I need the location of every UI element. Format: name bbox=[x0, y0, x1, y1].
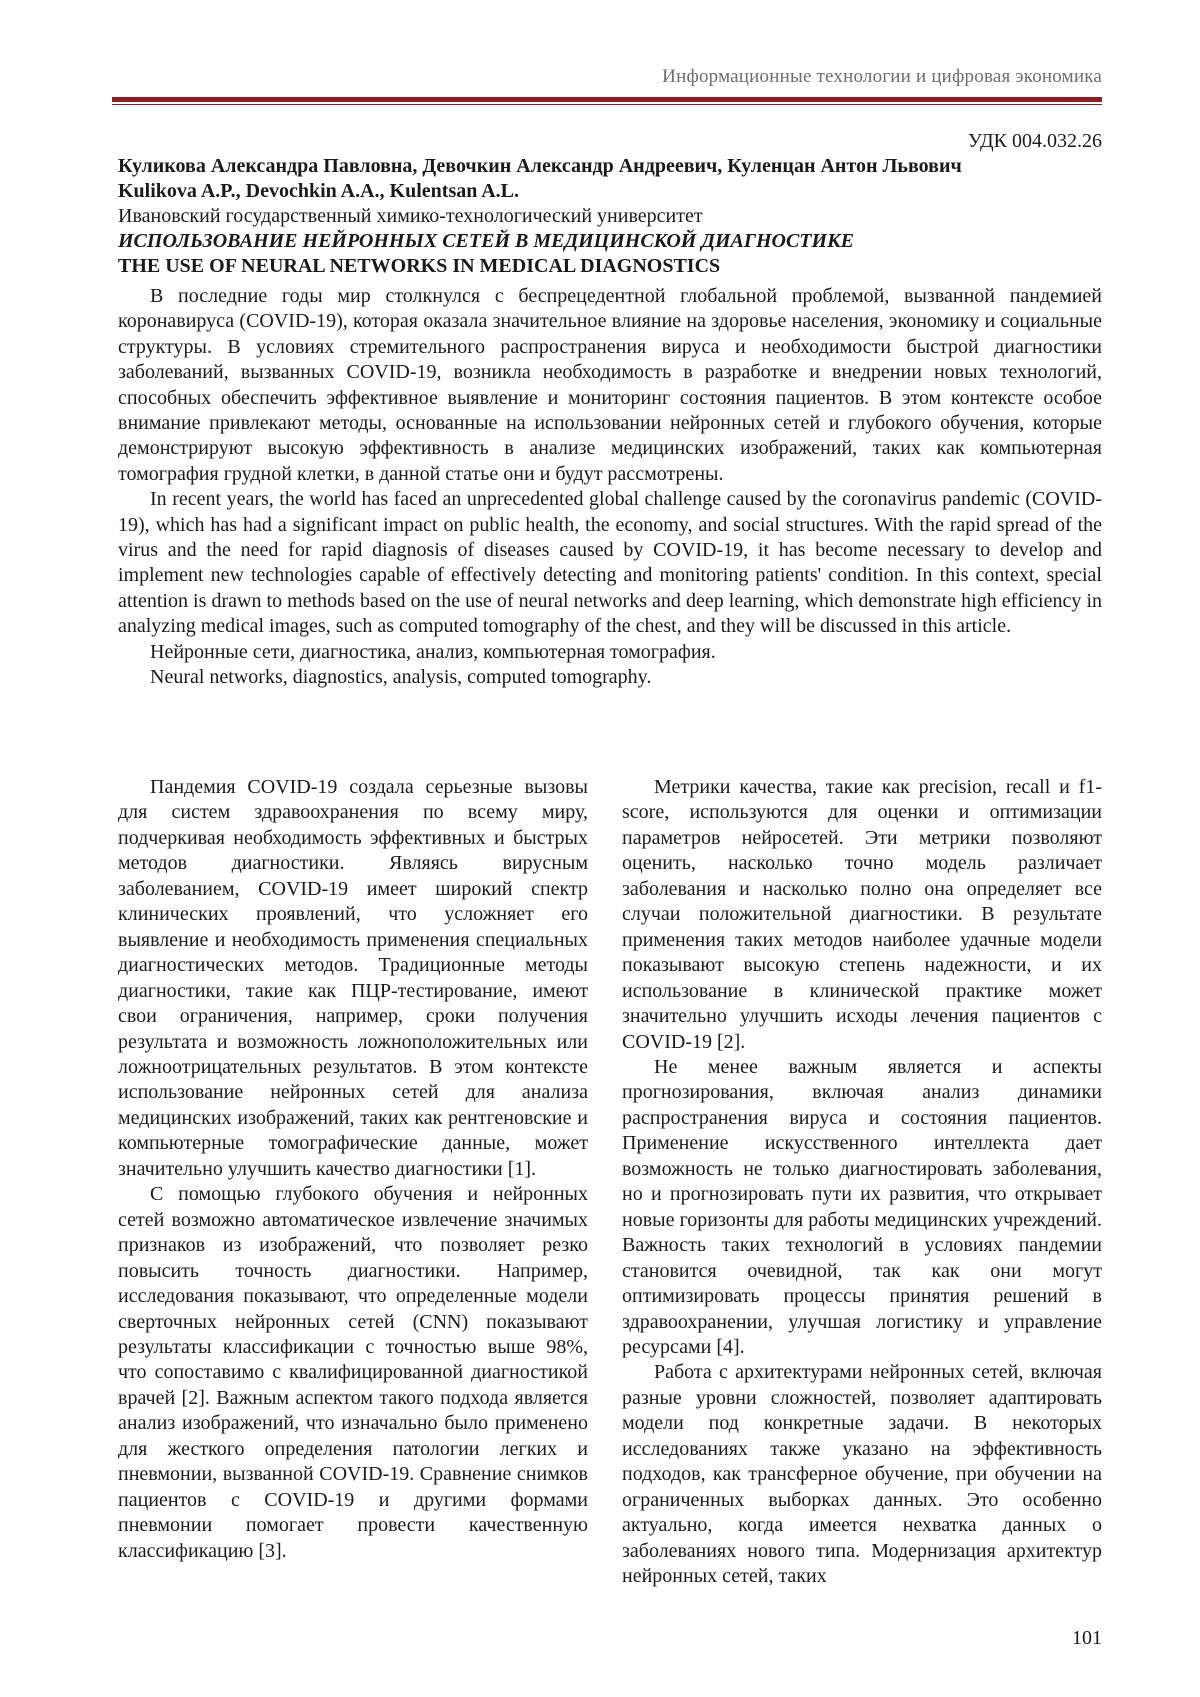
body-paragraph: Работа с архитектурами нейронных сетей, включая разные уровни сложностей, позволяет адаптировать модели под конкретные задачи. В некоторых исследованиях также указано на эффективность подходов, как трансферное обучение, при обучении на ограниченных выборках данных. Это особенно актуально, когда имеется нехватка данных о заболеваниях нового типа. Модернизация архитектур нейронных сетей, таких bbox=[622, 1361, 1102, 1588]
abstract-block bbox=[118, 284, 1102, 691]
body-column-right bbox=[622, 775, 1102, 1590]
keywords-english: Neural networks, diagnostics, analysis, computed tomography. bbox=[150, 666, 652, 689]
article-header bbox=[118, 129, 1102, 279]
body-column-left bbox=[118, 775, 588, 1564]
running-head: Информационные технологии и цифровая экономика bbox=[662, 66, 1102, 87]
abstract-russian: В последние годы мир столкнулся с беспрецедентной глобальной проблемой, вызванной пандемией коронавируса (COVID-19), которая оказала значительное влияние на здоровье населения, экономику и социальные структуры. В условиях стремительного распространения вируса и необходимости быстрой диагностики заболеваний, вызванных COVID-19, возникла необходимость в разработке и внедрении новых технологий, способных обеспечить эффективное выявление и мониторинг состояния пациентов. В этом контексте особое внимание привлекают методы, основанные на использовании нейронных сетей и глубокого обучения, которые демонстрируют высокую эффективность в анализе медицинских изображений, таких как компьютерная томография грудной клетки, в данной статье они и будут рассмотрены. bbox=[118, 285, 1102, 485]
header-rule-thin bbox=[112, 104, 1102, 105]
body-paragraph: Пандемия COVID-19 создала серьезные вызовы для систем здравоохранения по всему миру, подчеркивая необходимость эффективных и быстрых методов диагностики. Являясь вирусным заболеванием, COVID-19 имеет широкий спектр клинических проявлений, что усложняет его выявление и необходимость применения специальных диагностических методов. Традиционные методы диагностики, такие как ПЦР-тестирование, имеют свои ограничения, например, сроки получения результата и возможность ложноположительных или ложноотрицательных результатов. В этом контексте использование нейронных сетей для анализа медицинских изображений, таких как рентгеновские и компьютерные томографические данные, может значительно улучшить качество диагностики [1]. bbox=[118, 776, 588, 1180]
body-paragraph: Метрики качества, такие как precision, recall и f1-score, используются для оценки и оптимизации параметров нейросетей. Эти метрики позволяют оценить, насколько точно модель различает заболевания и насколько полно она определяет все случаи положительной диагностики. В результате применения таких методов наиболее удачные модели показывают высокую степень надежности, и их использование в клинической практике может значительно улучшить исходы лечения пациентов с COVID-19 [2]. bbox=[622, 776, 1102, 1053]
body-paragraph: С помощью глубокого обучения и нейронных сетей возможно автоматическое извлечение значимых признаков из изображений, что позволяет резко повысить точность диагностики. Например, исследования показывают, что определенные модели сверточных нейронных сетей (CNN) показывают результаты классификации с точностью выше 98%, что сопоставимо с квалифицированной диагностикой врачей [2]. Важным аспектом такого подхода является анализ изображений, что изначально было применено для жесткого определения патологии легких и пневмонии, вызванной COVID-19. Сравнение снимков пациентов с COVID-19 и другими формами пневмонии помогает провести качественную классификацию [3]. bbox=[118, 1183, 588, 1562]
body-paragraph: Не менее важным является и аспекты прогнозирования, включая анализ динамики распространения вируса и состояния пациентов. Применение искусственного интеллекта дает возможность не только диагностировать заболевания, но и прогнозировать пути их развития, что открывает новые горизонты для работы медицинских учреждений. Важность таких технологий в условиях пандемии становится очевидной, так как они могут оптимизировать процессы принятия решений в здравоохранении, улучшая логистику и управление ресурсами [4]. bbox=[622, 1055, 1102, 1358]
udk-code: УДК 004.032.26 bbox=[967, 130, 1102, 152]
page-number: 101 bbox=[1072, 1627, 1102, 1649]
affiliation: Ивановский государственный химико-технологический университет bbox=[118, 205, 703, 227]
authors-english: Kulikova A.P., Devochkin A.A., Kulentsan A.L. bbox=[118, 180, 520, 202]
keywords-russian: Нейронные сети, диагностика, анализ, компьютерная томография. bbox=[150, 640, 716, 663]
abstract-english: In recent years, the world has faced an unprecedented global challenge caused by the coronavirus pandemic (COVID-19), which has had a significant impact on public health, the economy, and social structures. With the rapid spread of the virus and the need for rapid diagnosis of diseases caused by COVID-19, it has become necessary to develop and implement new technologies capable of effectively detecting and monitoring patients' condition. In this context, special attention is drawn to methods based on the use of neural networks and deep learning, which demonstrate high efficiency in analyzing medical images, such as computed tomography of the chest, and they will be discussed in this article. bbox=[118, 488, 1102, 638]
title-russian: ИСПОЛЬЗОВАНИЕ НЕЙРОННЫХ СЕТЕЙ В МЕДИЦИНСКОЙ ДИАГНОСТИКЕ bbox=[118, 230, 854, 252]
authors-russian: Куликова Александра Павловна, Девочкин Александр Андреевич, Куленцан Антон Львович bbox=[118, 155, 962, 177]
header-rule-thick bbox=[112, 97, 1102, 102]
title-english: THE USE OF NEURAL NETWORKS IN MEDICAL DIAGNOSTICS bbox=[118, 255, 721, 277]
